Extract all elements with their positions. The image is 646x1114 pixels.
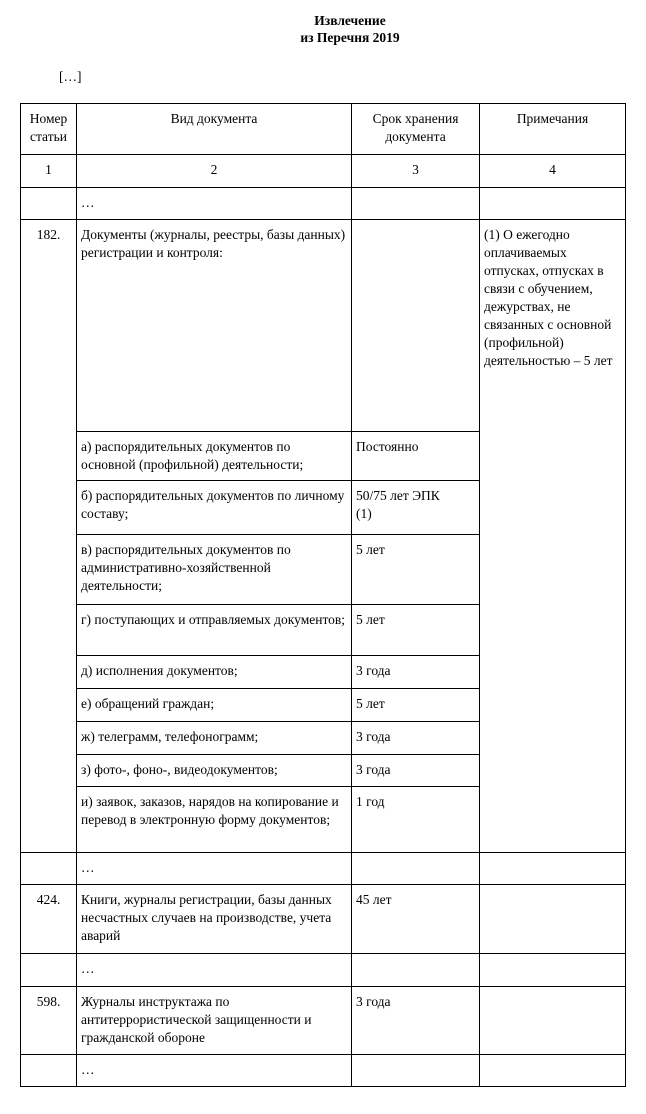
article-424-text: Книги, журналы регистрации, базы данных несчастных случаев на производстве, учета аварий (77, 885, 352, 954)
ellipsis-cell: … (77, 1055, 352, 1087)
ellipsis-cell: … (77, 853, 352, 885)
header-notes: Примечания (480, 104, 626, 155)
ellipsis-row (21, 853, 626, 885)
article-182-term-v: 5 лет (352, 535, 480, 605)
article-number-598: 598. (21, 987, 77, 1055)
article-598-term: 3 года (352, 987, 480, 1055)
header-row (21, 104, 626, 155)
article-182-item-i: и) заявок, заказов, нарядов на копирование и перевод в электронную форму документов; (77, 787, 352, 853)
article-598-text: Журналы инструктажа по антитеррористической защищенности и гражданской обороне (77, 987, 352, 1055)
article-182-item-a: а) распорядительных документов по основной (профильной) деятельности; (77, 432, 352, 481)
table-row (21, 220, 626, 432)
retention-table (20, 103, 626, 1087)
article-182-term-zh: 3 года (352, 722, 480, 755)
column-number-4: 4 (480, 155, 626, 188)
table-row (21, 987, 626, 1055)
intro-ellipsis: […] (59, 69, 82, 84)
article-182-term-d: 3 года (352, 656, 480, 689)
column-number-2: 2 (77, 155, 352, 188)
article-182-term-z: 3 года (352, 755, 480, 787)
ellipsis-cell: … (77, 188, 352, 220)
column-number-row (21, 155, 626, 188)
header-retention-term: Срок хранения документа (352, 104, 480, 155)
article-182-item-d: д) исполнения документов; (77, 656, 352, 689)
column-number-1: 1 (21, 155, 77, 188)
article-182-item-z: з) фото-, фоно-, видеодокументов; (77, 755, 352, 787)
article-number-182: 182. (21, 220, 77, 853)
article-182-item-zh: ж) телеграмм, телефонограмм; (77, 722, 352, 755)
title-line-2: из Перечня 2019 (300, 30, 400, 45)
article-182-term-a: Постоянно (352, 432, 480, 481)
article-182-note: (1) О ежегодно оплачиваемых отпусках, отпусках в связи с обучением, дежурствах, не связанных с основной (профильной) деятельностью – 5 лет (480, 220, 626, 853)
article-number-424: 424. (21, 885, 77, 954)
article-182-term-g: 5 лет (352, 605, 480, 656)
ellipsis-row (21, 188, 626, 220)
article-182-item-v: в) распорядительных документов по административно-хозяйственной деятельности; (77, 535, 352, 605)
table-row (21, 885, 626, 954)
article-424-term: 45 лет (352, 885, 480, 954)
header-document-type: Вид документа (77, 104, 352, 155)
document-title (0, 12, 646, 46)
article-182-item-e: е) обращений граждан; (77, 689, 352, 722)
article-182-term-i: 1 год (352, 787, 480, 853)
article-182-title: Документы (журналы, реестры, базы данных) регистрации и контроля: (77, 220, 352, 432)
article-182-term-b: 50/75 лет ЭПК (1) (352, 481, 480, 535)
ellipsis-row (21, 954, 626, 987)
header-article-number: Номер статьи (21, 104, 77, 155)
title-line-1: Извлечение (314, 13, 386, 28)
ellipsis-row (21, 1055, 626, 1087)
column-number-3: 3 (352, 155, 480, 188)
article-182-item-g: г) поступающих и отправляемых документов; (77, 605, 352, 656)
ellipsis-cell: … (77, 954, 352, 987)
article-182-term-e: 5 лет (352, 689, 480, 722)
article-182-item-b: б) распорядительных документов по личному составу; (77, 481, 352, 535)
